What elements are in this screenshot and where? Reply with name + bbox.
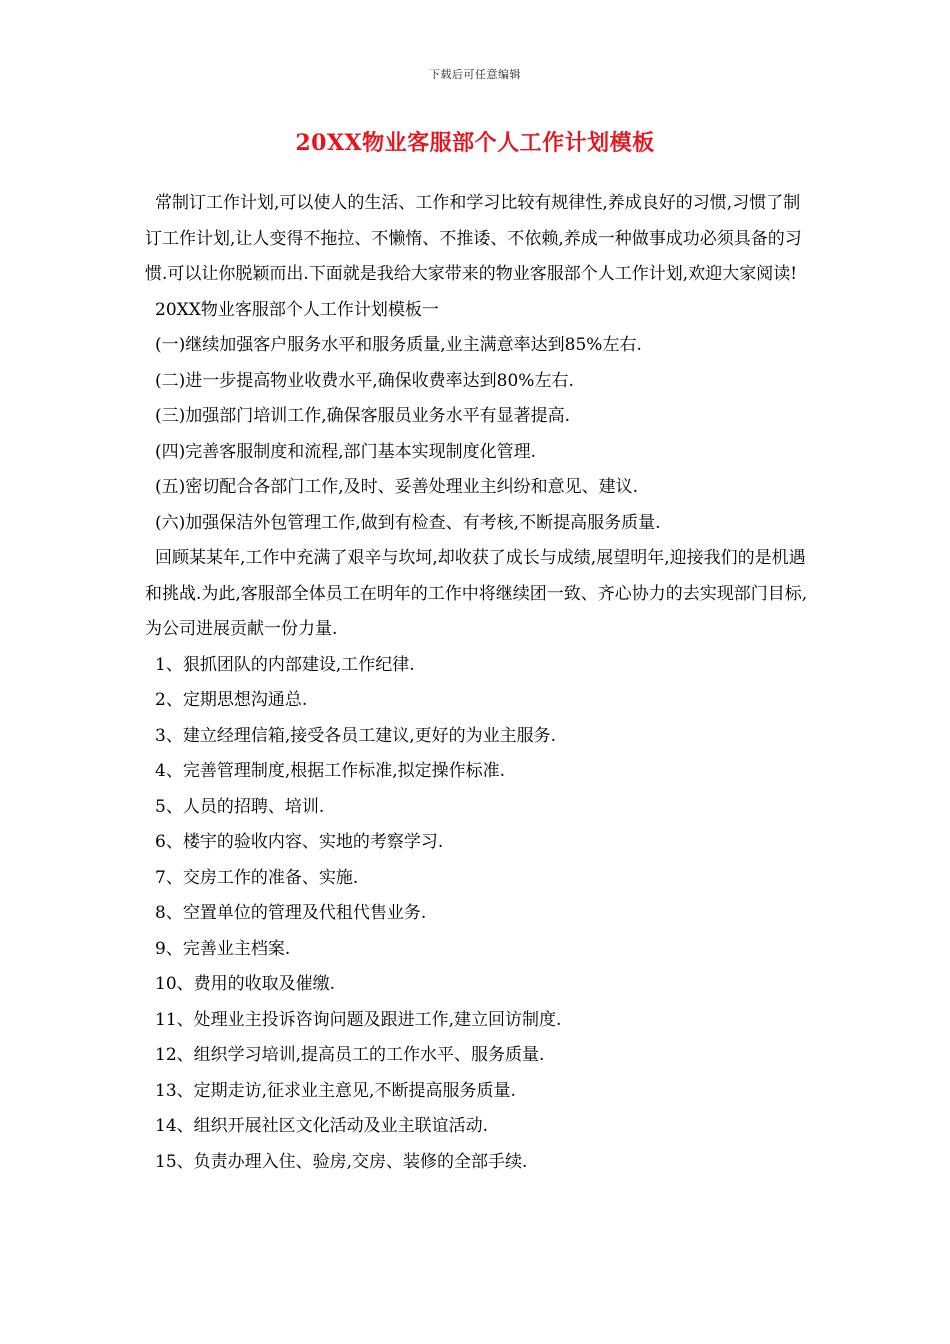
header-note: 下载后可任意编辑 (429, 68, 521, 81)
task-item: 9、完善业主档案. (155, 938, 291, 959)
task-item: 10、费用的收取及催缴. (155, 974, 336, 994)
task-item: 7、交房工作的准备、实施. (155, 867, 359, 888)
tasks-list (145, 648, 815, 1181)
task-item: 15、负责办理入住、验房,交房、装修的全部手续. (155, 1151, 528, 1172)
goal-item: (三)加强部门培训工作,确保客服员业务水平有显著提高. (155, 406, 571, 426)
task-item: 2、定期思想沟通总. (155, 690, 308, 710)
goal-item: (四)完善客服制度和流程,部门基本实现制度化管理. (155, 441, 537, 462)
task-item: 14、组织开展社区文化活动及业主联谊活动. (155, 1116, 489, 1136)
task-item: 6、楼宇的验收内容、实地的考察学习. (155, 832, 444, 852)
section-heading: 20XX物业客服部个人工作计划模板一 (155, 299, 439, 320)
document-title: 20XX物业客服部个人工作计划模板 (295, 130, 655, 156)
intro-paragraph: 常制订工作计划,可以使人的生活、工作和学习比较有规律性,养成良好的习惯,习惯了制订工作计划,让人变得不拖拉、不懒惰、不推诿、不依赖,养成一种做事成功必须具备的习惯.可以让你脱颖而出.下面就是我给大家带来的物业客服部个人工作计划,欢迎大家阅读! (145, 193, 802, 284)
task-item: 8、空置单位的管理及代租代售业务. (155, 903, 427, 923)
task-item: 5、人员的招聘、培训. (155, 796, 325, 817)
goal-item: (五)密切配合各部门工作,及时、妥善处理业主纠纷和意见、建议. (155, 477, 639, 497)
goal-item: (一)继续加强客户服务水平和服务质量,业主满意率达到85%左右. (155, 335, 642, 355)
review-paragraph: 回顾某某年,工作中充满了艰辛与坎坷,却收获了成长与成绩,展望明年,迎接我们的是机遇和挑战.为此,客服部全体员工在明年的工作中将继续团一致、齐心协力的去实现部门目标,为公司进展贡献一份力量. (145, 548, 808, 639)
task-item: 12、组织学习培训,提高员工的工作水平、服务质量. (155, 1045, 545, 1065)
task-item: 4、完善管理制度,根据工作标准,拟定操作标准. (155, 761, 506, 781)
task-item: 3、建立经理信箱,接受各员工建议,更好的为业主服务. (155, 725, 557, 746)
document-body (145, 186, 815, 1180)
goal-item: (二)进一步提高物业收费水平,确保收费率达到80%左右. (155, 370, 574, 391)
task-item: 13、定期走访,征求业主意见,不断提高服务质量. (155, 1080, 516, 1101)
goal-item: (六)加强保洁外包管理工作,做到有检查、有考核,不断提高服务质量. (155, 512, 661, 533)
task-item: 1、狠抓团队的内部建设,工作纪律. (155, 654, 415, 675)
goals-list (145, 328, 815, 541)
task-item: 11、处理业主投诉咨询问题及跟进工作,建立回访制度. (155, 1009, 562, 1030)
